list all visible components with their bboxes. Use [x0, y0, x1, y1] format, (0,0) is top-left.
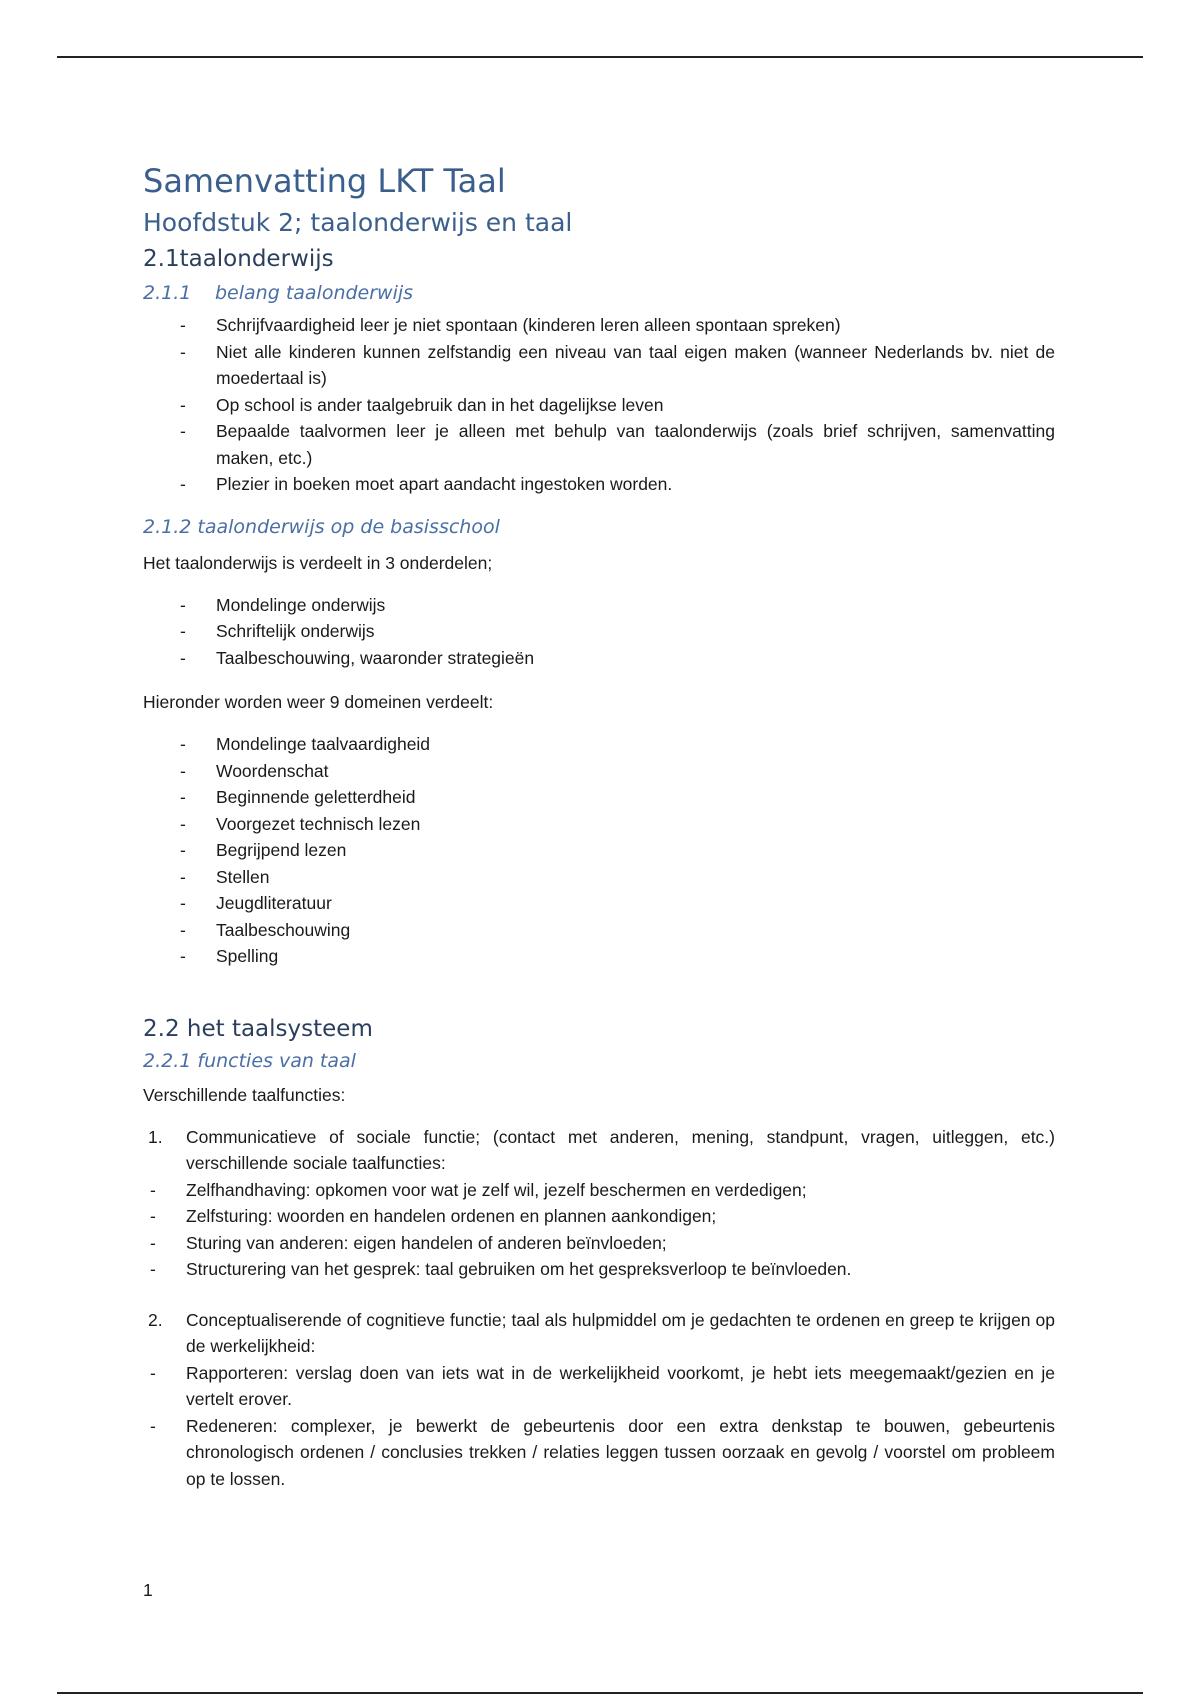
numbered-item-1: [143, 1124, 1055, 1177]
list-item: - Schriftelijk onderwijs: [143, 618, 1055, 645]
list-item: - Stellen: [143, 864, 1055, 891]
list-item: - Zelfsturing: woorden en handelen ordenen en plannen aankondigen;: [143, 1203, 1055, 1230]
subsection-title: belang taalonderwijs: [215, 282, 414, 304]
footer-rule: [57, 1692, 1143, 1694]
list-item: - Begrijpend lezen: [143, 837, 1055, 864]
numbered-item-2: [143, 1307, 1055, 1360]
list-item: - Bepaalde taalvormen leer je alleen met behulp van taalonderwijs (zoals brief schrijven, samenvatting maken, etc.): [143, 418, 1055, 471]
item-text: Communicatieve of sociale functie; (contact met anderen, mening, standpunt, vragen, uitleggen, etc.) verschillende sociale taalfuncties:: [186, 1126, 1055, 1173]
list-item: - Taalbeschouwing, waaronder strategieën: [143, 645, 1055, 672]
header-rule: [57, 56, 1143, 58]
subsection-heading-2-1-1: [143, 278, 1055, 308]
list-item: - Op school is ander taalgebruik dan in het dagelijkse leven: [143, 392, 1055, 419]
list-item: - Schrijfvaardigheid leer je niet spontaan (kinderen leren alleen spontaan spreken): [143, 312, 1055, 339]
item-text: Conceptualiserende of cognitieve functie; taal als hulpmiddel om je gedachten te ordenen en greep te krijgen op de werkelijkheid:: [186, 1309, 1055, 1356]
list-item: - Mondelinge onderwijs: [143, 592, 1055, 619]
section-heading-2-1: [143, 242, 1055, 276]
list-item: - Voorgezet technisch lezen: [143, 811, 1055, 838]
paragraph: Het taalonderwijs is verdeelt in 3 onderdelen;: [143, 552, 493, 573]
page-number: 1: [143, 1580, 153, 1600]
subsection-number: 2.1.1: [143, 282, 192, 304]
subsection-heading-2-2-1: 2.2.1 functies van taal: [143, 1049, 356, 1072]
list-item: - Beginnende geletterdheid: [143, 784, 1055, 811]
document-body: [143, 160, 1055, 1492]
chapter-heading: Hoofdstuk 2; taalonderwijs en taal: [143, 208, 573, 237]
list-item: - Plezier in boeken moet apart aandacht ingestoken worden.: [143, 471, 1055, 498]
section-number: 2.1: [143, 246, 180, 272]
document-title: Samenvatting LKT Taal: [143, 162, 506, 200]
item-number: 2.: [148, 1309, 163, 1330]
list-item: - Jeugdliteratuur: [143, 890, 1055, 917]
list-item: - Rapporteren: verslag doen van iets wat in de werkelijkheid voorkomt, je hebt iets meegemaakt/gezien en je vertelt erover.: [143, 1360, 1055, 1413]
list-item: - Sturing van anderen: eigen handelen of anderen beïnvloeden;: [143, 1230, 1055, 1257]
section-title: taalonderwijs: [179, 246, 334, 272]
section-heading-2-2: 2.2 het taalsysteem: [143, 1015, 373, 1042]
list-item: - Woordenschat: [143, 758, 1055, 785]
belang-list: [143, 312, 1055, 498]
item-number: 1.: [148, 1126, 163, 1147]
list-item: - Redeneren: complexer, je bewerkt de gebeurtenis door een extra denkstap te bouwen, gebeurtenis chronologisch ordenen / conclusies trekken / relaties leggen tussen oorzaak en gevolg / voorstel om probleem op te lossen.: [143, 1413, 1055, 1493]
cognitieve-functies-list: [143, 1360, 1055, 1493]
subsection-heading-2-1-2: 2.1.2 taalonderwijs op de basisschool: [143, 515, 500, 538]
sociale-functies-list: [143, 1177, 1055, 1283]
list-item: - Zelfhandhaving: opkomen voor wat je zelf wil, jezelf beschermen en verdedigen;: [143, 1177, 1055, 1204]
paragraph: Verschillende taalfuncties:: [143, 1084, 346, 1105]
paragraph: Hieronder worden weer 9 domeinen verdeelt:: [143, 692, 494, 712]
onderdelen-list: [143, 592, 1055, 672]
list-item: - Structurering van het gesprek: taal gebruiken om het gespreksverloop te beïnvloeden.: [143, 1256, 1055, 1283]
list-item: - Mondelinge taalvaardigheid: [143, 731, 1055, 758]
list-item: - Taalbeschouwing: [143, 917, 1055, 944]
domeinen-list: [143, 731, 1055, 970]
list-item: - Niet alle kinderen kunnen zelfstandig een niveau van taal eigen maken (wanneer Nederlands bv. niet de moedertaal is): [143, 339, 1055, 392]
list-item: - Spelling: [143, 943, 1055, 970]
